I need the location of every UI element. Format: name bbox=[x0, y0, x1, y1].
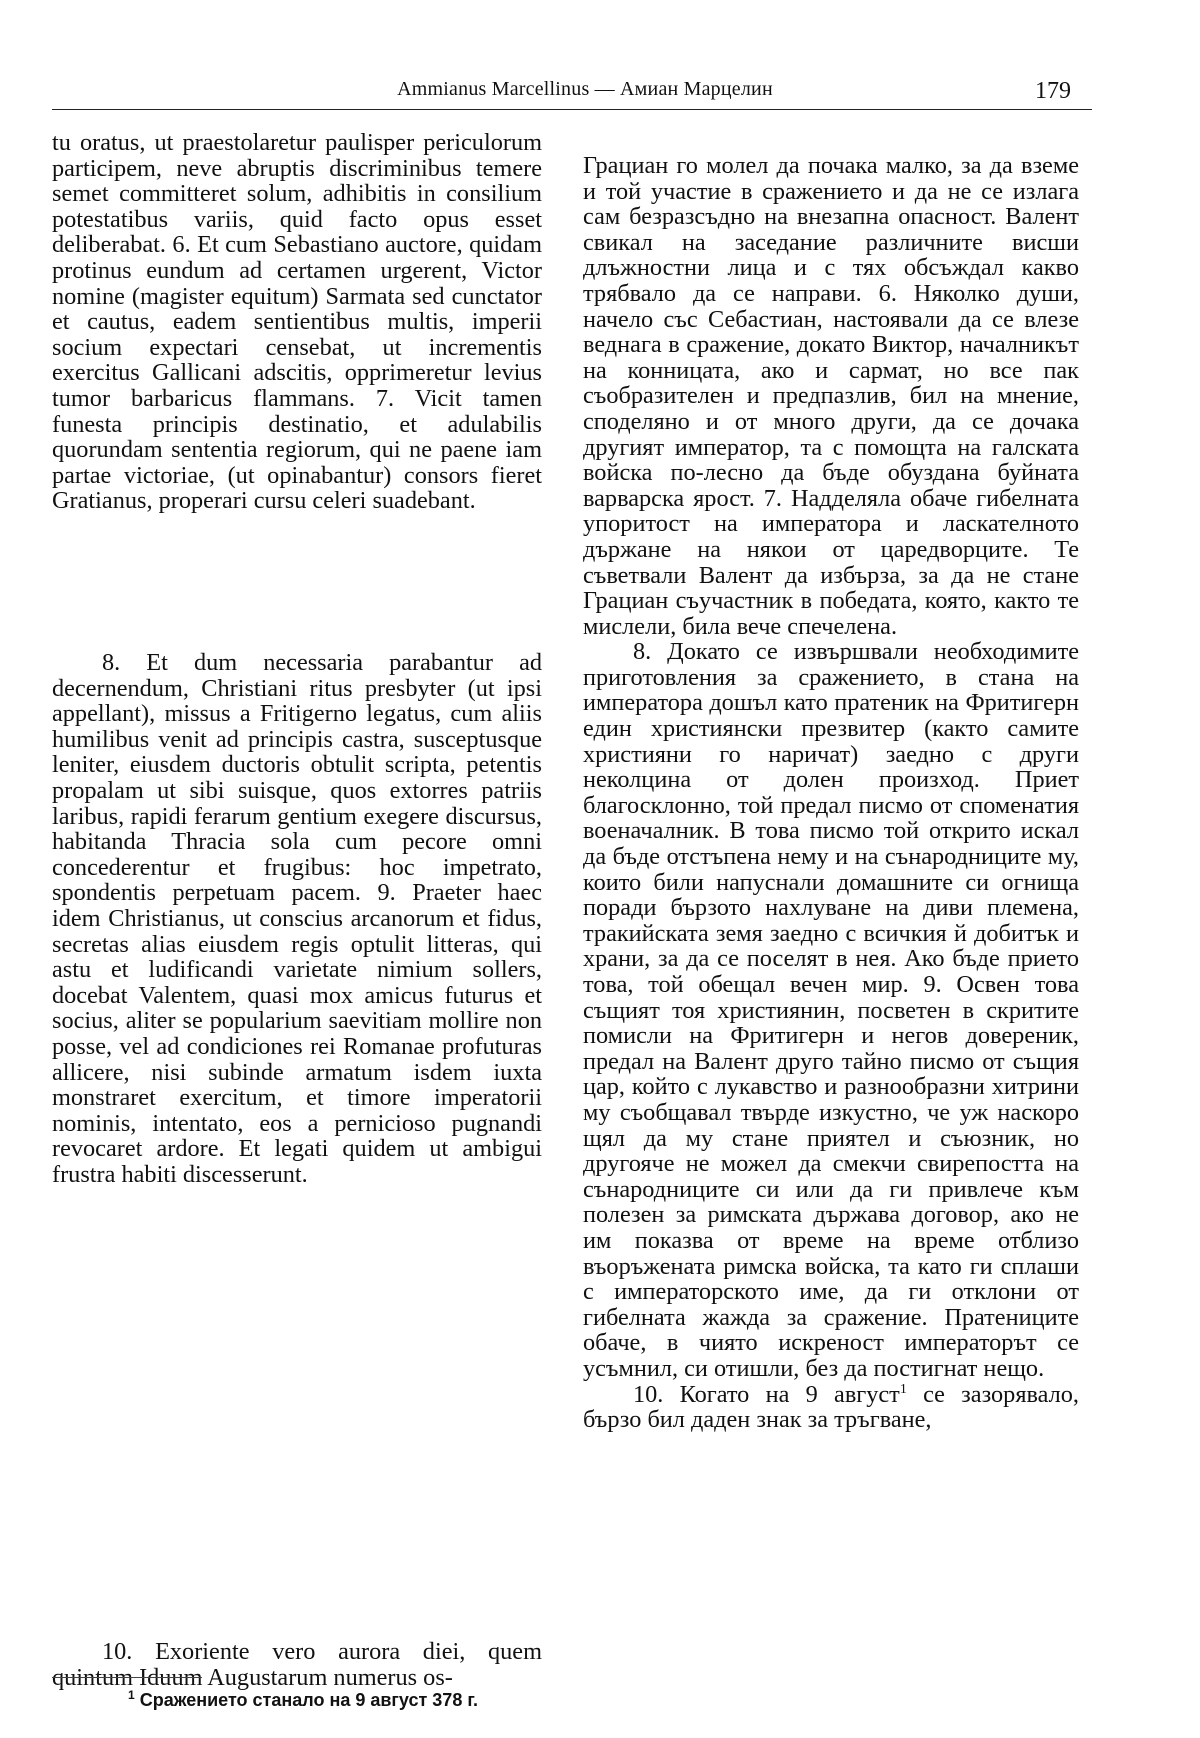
header-rule bbox=[52, 109, 1092, 110]
latin-column-3 bbox=[52, 1639, 542, 1690]
latin-column-2 bbox=[52, 650, 542, 1187]
bulgarian-paragraph-3-start: 10. Когато на 9 август bbox=[633, 1380, 900, 1408]
footnote-text: Сражението станало на 9 август 378 г. bbox=[139, 1690, 479, 1710]
footnote bbox=[128, 1688, 548, 1711]
bulgarian-paragraph-2: 8. Докато се извършвали необходимите приготовления за сражението, в стана на императора дошъл като пратеник на Фритигерн един християнски презвитер (както самите християни го наричат) заедно с други неколцина от долен произход. Приет благосклонно, той предал писмо от споменатия военачалник. В това писмо той открито искал да бъде отстъпена нему и на сънародниците му, които били напуснали домашните си огнища поради бързото нахлуване на диви племена, тракийската земя заедно с всичкия й добитък и храни, за да се поселят в нея. Ако бъде прието това, той обещал вечен мир. 9. Освен това същият тоя християнин, посветен в скритите помисли на Фритигерн и негов довереник, предал на Валент друго тайно писмо от същия цар, който с лукавство и разнообразни хитрини му съобщавал твърде изкустно, че уж наскоро щял да му стане приятел и съюзник, но другояче не можел да смекчи свирепостта на сънародниците си или да ги привлече към полезен за римската държава договор, ако не им показва от време на време отблизо въоръжената римска войска, та като ги сплаши с императорското име, да ги отклони от гибелната жажда за сражение. Пратениците обаче, в чиято искреност императорът се усъмнил, си отишли, без да постигнат нещо. bbox=[583, 638, 1079, 1382]
footnote-reference: 1 bbox=[899, 1381, 907, 1397]
bulgarian-paragraph-3 bbox=[583, 1382, 1079, 1433]
latin-paragraph-1: tu oratus, ut praestolaretur paulisper periculorum participem, neve abruptis discriminibus temere semet committeret solum, adhibitis in consilium potestatibus variis, quid facto opus esset deliberabat. 6. Et cum Sebastiano auctore, quidam protinus eundum ad certamen urgerent, Victor nomine (magister equitum) Sarmata sed cunctator et cautus, eadem sentientibus multis, imperii socium expectari censebat, ut incrementis exercitus Gallicani adscitis, opprimeretur levius tumor barbaricus flammans. 7. Vicit tamen funesta principis destinatio, et adulabilis quorundam sententia regiorum, qui ne paene iam partae victoriae, (ut opinabantur) consors fieret Gratianus, properari cursu celeri suadebant. bbox=[52, 129, 542, 515]
latin-column bbox=[52, 130, 542, 514]
footnote-rule bbox=[52, 1677, 202, 1678]
running-header bbox=[0, 78, 1200, 108]
latin-paragraph-2: 8. Et dum necessaria parabantur ad decernendum, Christiani ritus presbyter (ut ipsi appellant), missus a Fritigerno legatus, cum aliis humilibus venit ad principis castra, susceptusque leniter, eiusdem ductoris obtulit scripta, petentis propalam ut sibi suisque, quos extorres patriis laribus, rapidi ferarum gentium exegere discursus, habitanda Thracia sola cum pecore omni concederentur et frugibus: hoc impetrato, spondentis perpetuam pacem. 9. Praeter haec idem Christianus, ut conscius arcanorum et fidus, secretas alias eiusdem regis optulit litteras, qui astu et ludificandi varietate nimium sollers, docebat Valentem, quasi mox amicus futurus et socius, aliter se popularium saevitiam mollire non posse, vel ad condiciones rei Romanae profuturas allicere, nisi subinde armatum isdem iuxta monstraret exercitum, et timore imperatorii nominis, intentato, eos a pernicioso pugnandi revocaret ardore. Et legati quidem ut ambigui frustra habiti discesserunt. bbox=[52, 649, 542, 1188]
bulgarian-paragraph-1: Грациан го молел да почака малко, за да вземе и той участие в сражението и да не се излага сам безразсъдно на внезапна опасност. Валент свикал на заседание различните висши длъжностни лица и с тях обсъждал какво трябвало да се направи. 6. Няколко души, начело със Себастиан, настоявали да се влезе веднага в сражение, докато Виктор, началникът на конницата, ако и сармат, но все пак съобразителен и предпазлив, бил на мнение, споделяно и от много други, да се дочака другият император, та с помощта на галската войска по-лесно да бъде обуздана буйната варварска ярост. 7. Надделяла обаче гибелната упоритост на императора и ласкателното държане на някои от царедворците. Те съветвали Валент да избърза, за да не стане Грациан съучастник в победата, която, както те мислели, била вече спечелена. bbox=[583, 152, 1079, 640]
bulgarian-column bbox=[583, 153, 1079, 1433]
running-title: Ammianus Marcellinus — Амиан Марцелин bbox=[397, 78, 773, 100]
bulgarian-paragraph-3-end: се зазорявало, бързо бил даден знак за тръгване, bbox=[583, 1380, 1079, 1434]
footnote-marker: 1 bbox=[128, 1688, 135, 1702]
latin-paragraph-3: 10. Exoriente vero aurora diei, quem quintum Iduum Augustarum numerus os- bbox=[52, 1638, 542, 1691]
page-number: 179 bbox=[1035, 78, 1071, 104]
